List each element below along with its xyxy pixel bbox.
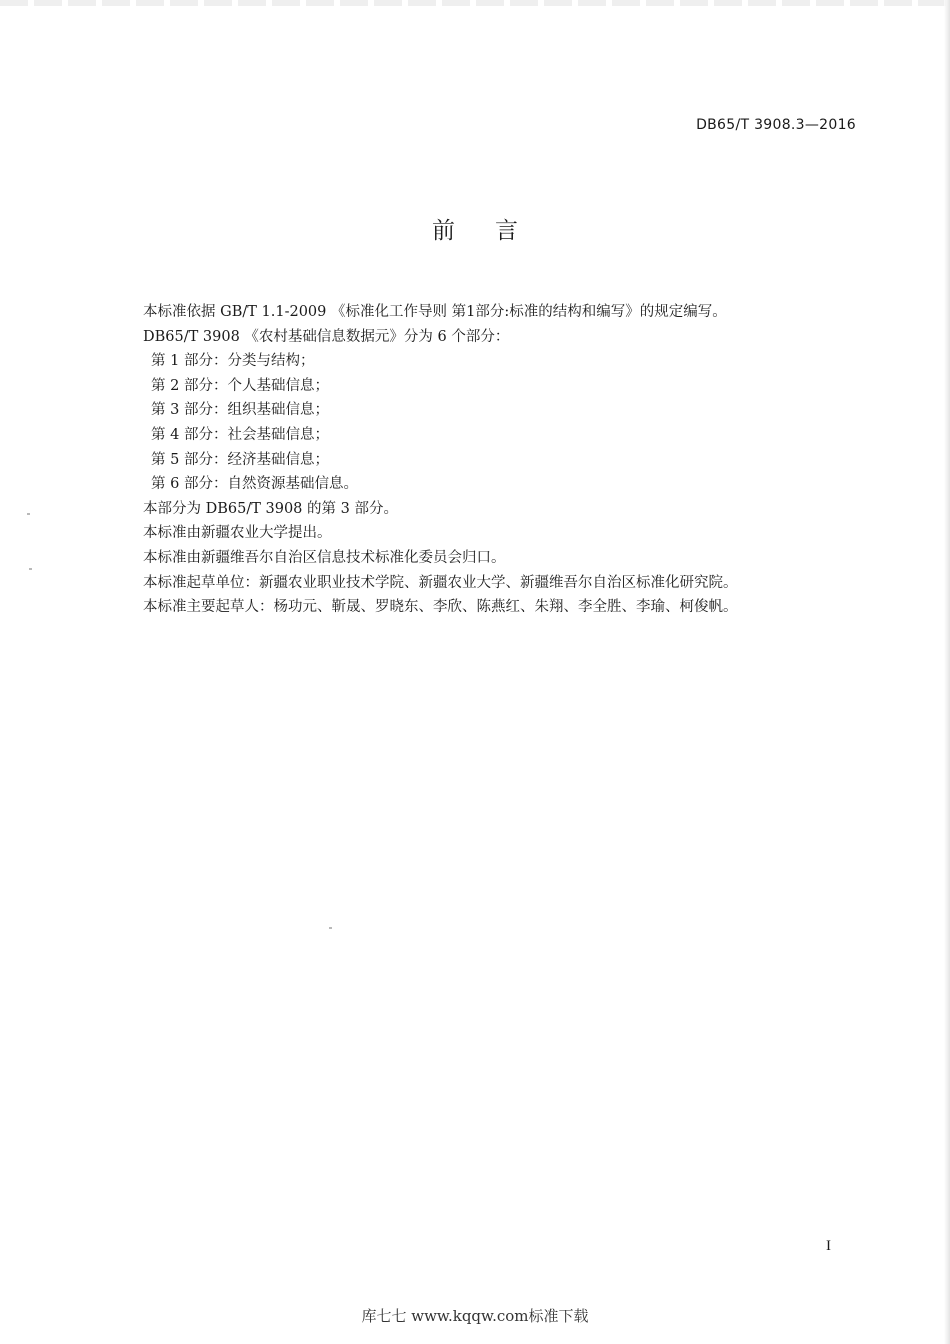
part-list-item: 第 1 部分：分类与结构； [151,353,315,370]
scan-speck [29,568,32,570]
page-number: I [826,1238,831,1254]
part-list-item: 第 6 部分：自然资源基础信息。 [151,476,358,493]
body-line: 本标准由新疆维吾尔自治区信息技术标准化委员会归口。 [143,549,506,566]
scan-speck [329,927,332,929]
body-line: 本标准由新疆农业大学提出。 [143,525,332,542]
body-line: 本标准依据 GB/T 1.1-2009 《标准化工作导则 第1部分:标准的结构和编写》的规定编写。 [143,304,727,320]
document-code: DB65/T 3908.3—2016 [696,117,856,133]
section-title: 前言 [432,218,558,244]
part-list-item: 第 4 部分：社会基础信息； [151,426,329,443]
body-line: 本标准起草单位：新疆农业职业技术学院、新疆农业大学、新疆维吾尔自治区标准化研究院。 [143,574,738,591]
body-line: DB65/T 3908 《农村基础信息数据元》分为 6 个部分： [143,328,510,345]
body-line: 本标准主要起草人：杨功元、靳晟、罗晓东、李欣、陈燕红、朱翔、李全胜、李瑜、柯俊帆。 [143,599,738,616]
scan-edge-top [0,0,950,6]
part-list-item: 第 5 部分：经济基础信息； [151,451,329,468]
scan-edge-right [944,0,950,1344]
part-list-item: 第 2 部分：个人基础信息； [151,377,329,394]
download-watermark: 库七七 www.kqqw.com标准下载 [361,1307,589,1325]
body-line: 本部分为 DB65/T 3908 的第 3 部分。 [143,500,398,517]
scan-speck [27,513,30,515]
foreword-body [143,300,843,620]
part-list-item: 第 3 部分：组织基础信息； [151,402,329,419]
